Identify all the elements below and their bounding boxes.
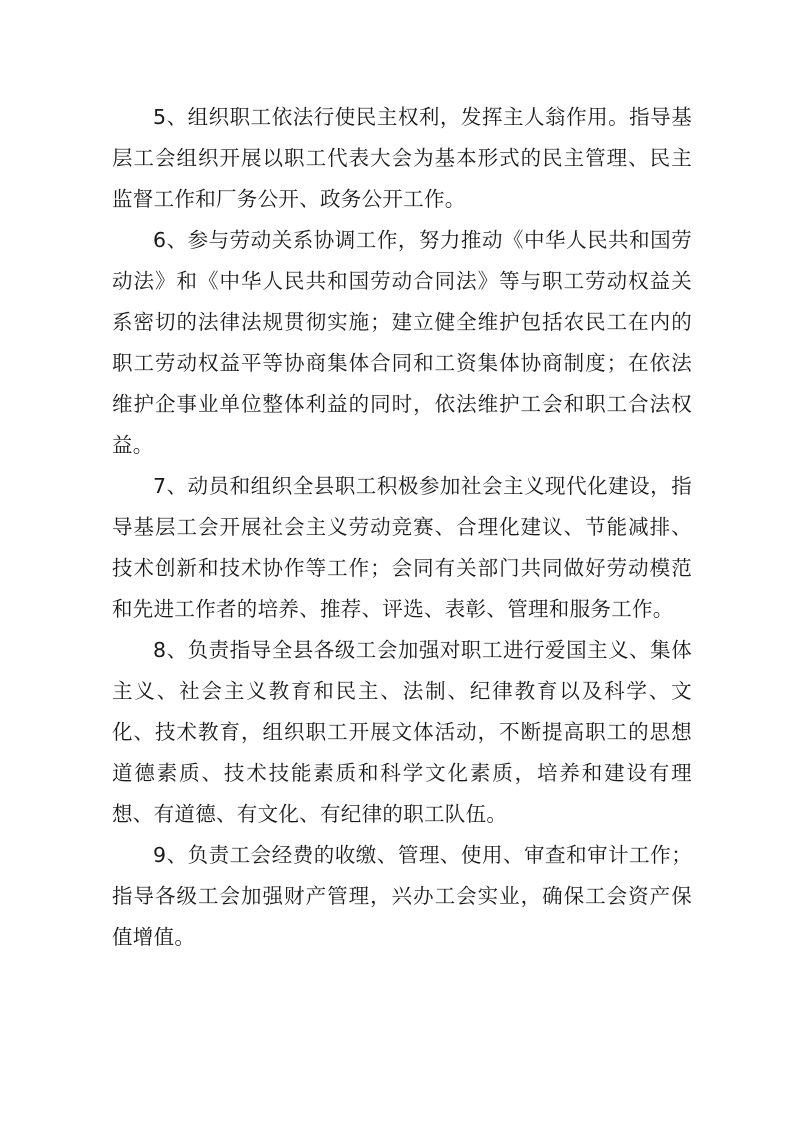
document-body bbox=[112, 97, 692, 958]
paragraph-item-8: 8、负责指导全县各级工会加强对职工进行爱国主义、集体主义、社会主义教育和民主、法制、纪律教育以及科学、文化、技术教育，组织职工开展文体活动，不断提高职工的思想道德素质、技术技能素质和科学文化素质，培养和建设有理想、有道德、有文化、有纪律的职工队伍。 bbox=[112, 638, 692, 826]
paragraph-item-5: 5、组织职工依法行使民主权利，发挥主人翁作用。指导基层工会组织开展以职工代表大会为基本形式的民主管理、民主监督工作和厂务公开、政务公开工作。 bbox=[112, 105, 692, 211]
paragraph-item-6: 6、参与劳动关系协调工作，努力推动《中华人民共和国劳动法》和《中华人民共和国劳动合同法》等与职工劳动权益关系密切的法律法规贯彻实施；建立健全维护包括农民工在内的职工劳动权益平等协商集体合同和工资集体协商制度；在依法维护企事业单位整体利益的同时，依法维护工会和职工合法权益。 bbox=[112, 228, 692, 457]
paragraph-item-7: 7、动员和组织全县职工积极参加社会主义现代化建设，指导基层工会开展社会主义劳动竞赛、合理化建议、节能减排、技术创新和技术协作等工作；会同有关部门共同做好劳动模范和先进工作者的培养、推荐、评选、表彰、管理和服务工作。 bbox=[112, 474, 692, 621]
paragraph-item-9: 9、负责工会经费的收缴、管理、使用、审查和审计工作；指导各级工会加强财产管理，兴办工会实业，确保工会资产保值增值。 bbox=[112, 843, 692, 949]
